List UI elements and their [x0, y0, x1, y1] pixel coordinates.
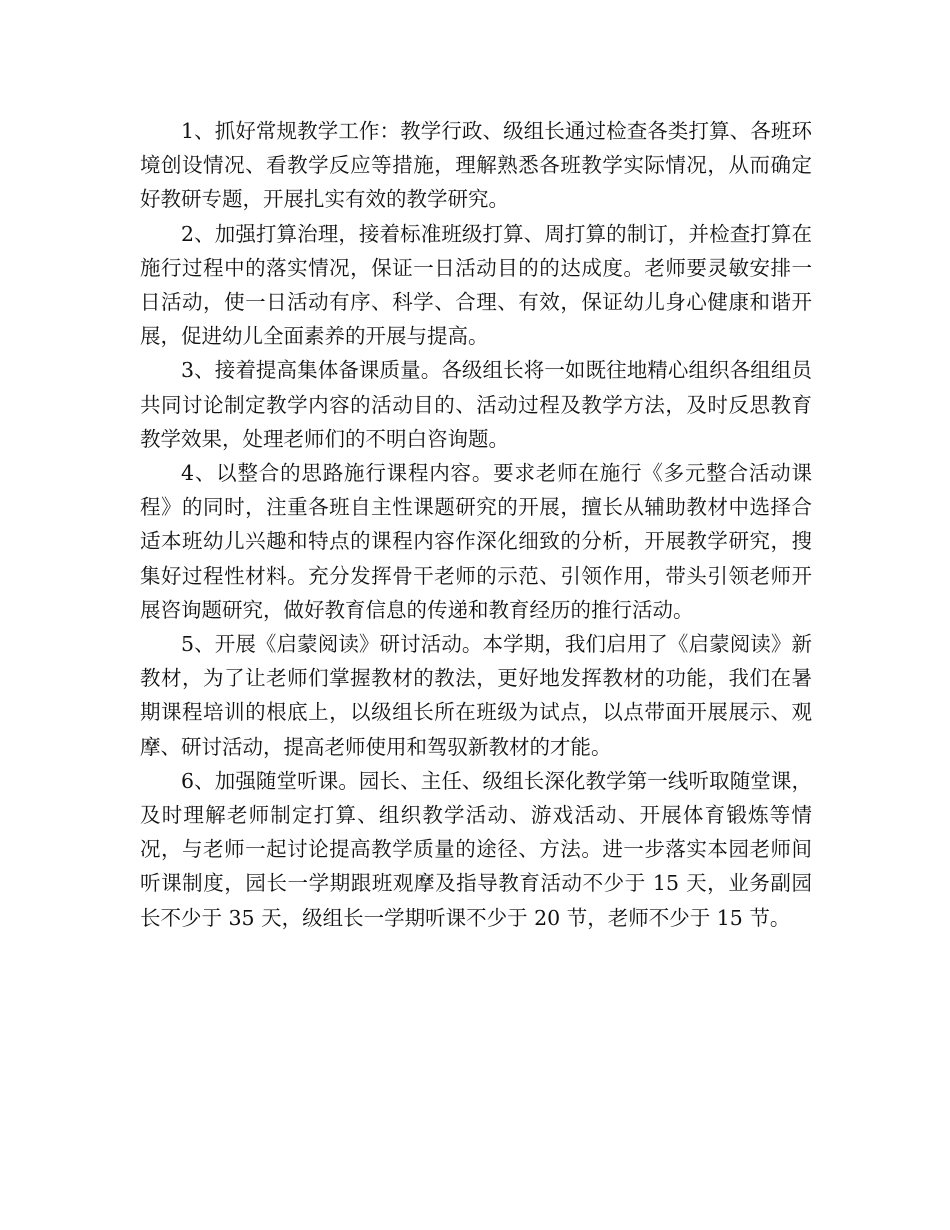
- paragraph-5: 5、开展《启蒙阅读》研讨活动。本学期，我们启用了《启蒙阅读》新教材，为了让老师们掌握教材的教法，更好地发挥教材的功能，我们在暑期课程培训的根底上，以级组长所在班级为试点，以点带面开展展示、观摩、研讨活动，提高老师使用和驾驭新教材的才能。: [140, 632, 812, 759]
- document-body: [140, 114, 812, 935]
- paragraph-3: 3、接着提高集体备课质量。各级组长将一如既往地精心组织各组组员共同讨论制定教学内容的活动目的、活动过程及教学方法，及时反思教育教学效果，处理老师们的不明白咨询题。: [140, 358, 812, 451]
- paragraph-2: 2、加强打算治理，接着标准班级打算、周打算的制订，并检查打算在施行过程中的落实情况，保证一日活动目的的达成度。老师要灵敏安排一日活动，使一日活动有序、科学、合理、有效，保证幼儿身心健康和谐开展，促进幼儿全面素养的开展与提高。: [140, 221, 812, 349]
- paragraph-4: 4、以整合的思路施行课程内容。要求老师在施行《多元整合活动课程》的同时，注重各班自主性课题研究的开展，擅长从辅助教材中选择合适本班幼儿兴趣和特点的课程内容作深化细致的分析，开展教学研究，搜集好过程性材料。充分发挥骨干老师的示范、引领作用，带头引领老师开展咨询题研究，做好教育信息的传递和教育经历的推行活动。: [140, 461, 812, 622]
- paragraph-6: 6、加强随堂听课。园长、主任、级组长深化教学第一线听取随堂课，及时理解老师制定打算、组织教学活动、游戏活动、开展体育锻炼等情况，与老师一起讨论提高教学质量的途径、方法。进一步落实本园老师间听课制度，园长一学期跟班观摩及指导教育活动不少于 15 天，业务副园长不少于 35 天，级组长一学期听课不少于 20 节，老师不少于 15 节。: [140, 768, 812, 930]
- paragraph-1: 1、抓好常规教学工作：教学行政、级组长通过检查各类打算、各班环境创设情况、看教学反应等措施，理解熟悉各班教学实际情况，从而确定好教研专题，开展扎实有效的教学研究。: [140, 119, 812, 212]
